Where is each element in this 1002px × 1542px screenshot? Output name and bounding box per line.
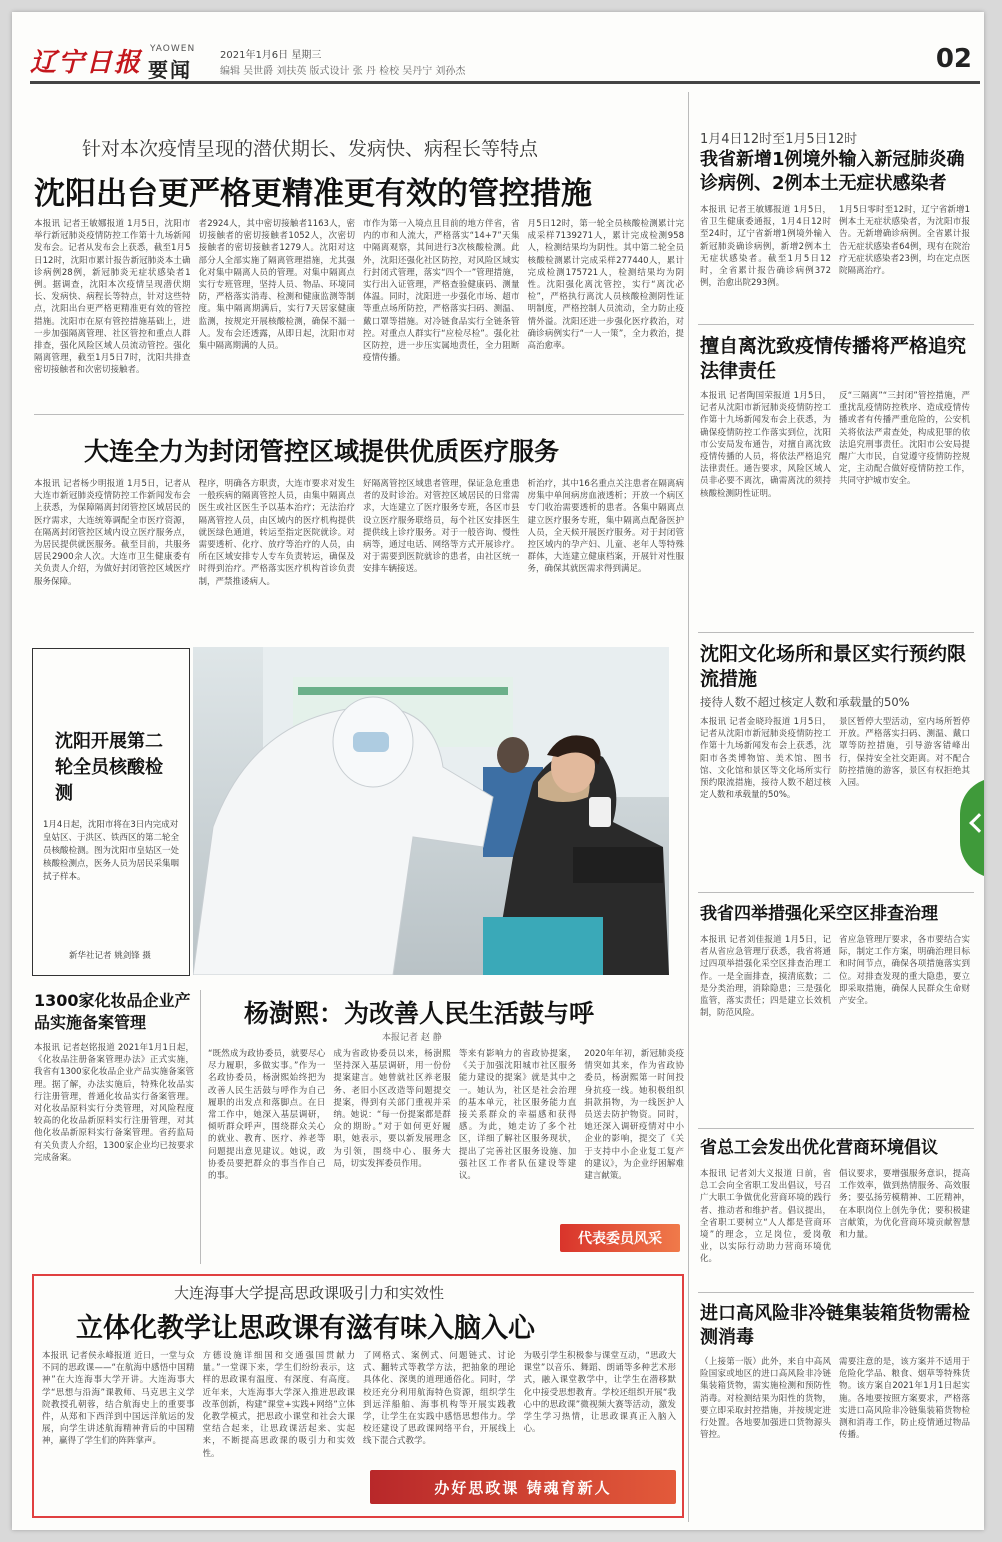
- text-column: 景区暂停大型活动，室内场所暂停开放。严格落实扫码、测温、戴口罩等防控措施，引导游客错峰出行，保持安全社交距离。对不配合防控措施的游客，景区有权拒绝其入园。: [839, 717, 970, 789]
- ideological-course-banner: 办好思政课 铸魂育新人: [370, 1470, 676, 1504]
- r3-body: [700, 716, 970, 886]
- text-column: 好隔离管控区域患者管理，保证急危重患者的及时诊治。对管控区域居民的日常需求，大连建立了医疗服务专班，各区市县设立医疗服务联络员，每个社区安排医生提供线上诊疗服务。对于一般咨询、慢性病等，通过电话、网络等方式开展诊疗。对于需要到医院就诊的患者，由社区统一安排车辆接送。: [363, 479, 520, 575]
- text-column: 等来有影响力的省政协提案，《关于加强沈阳城市社区服务能力建设的提案》就是其中之一。她认为，社区是社会治理的基本单元，社区服务能力直接关系群众的幸福感和获得感。为此，她走访了多个社区，详细了解社区服务现状，提出了完善社区服务设施、加强社区工作者队伍建设等建议。: [458, 1049, 577, 1182]
- r3-subtitle: 接待人数不超过核定人数和承载量的50%: [700, 695, 910, 709]
- r1-body: [700, 204, 970, 316]
- text-column: 本报讯 记者陶国荣报道 1月5日，记者从沈阳市新冠肺炎疫情防控工作第十九场新闻发布会上获悉，为确保疫情防控工作落实到位，沈阳市公安局发布通告，对擅自离沈致疫情传播的人员，将依法严格追究法律责任。通告要求，风险区域人员非必要不离沈，确需离沈的须持核酸检测阴性证明。: [700, 391, 831, 499]
- newspaper-page: [12, 12, 984, 1530]
- staff-line: 编辑 吴世爵 刘扶英 版式设计 张 丹 检校 吴丹宁 刘孙杰: [220, 66, 466, 77]
- text-column: 方德设施详细国和交通强国贯献力量。”一堂课下来，学生们纷纷表示，这样的思政课有温度、有深度、有高度。近年来，大连海事大学深入推进思政课改革创新，构建“课堂+实践+网络”立体化教学模式，把思政小课堂和社会大课堂结合起来，让思政课活起来、实起来，不断提高思政课的吸引力和实效性。: [202, 1351, 355, 1459]
- highlight-story-kicker: 大连海事大学提高思政课吸引力和实效性: [174, 1284, 445, 1302]
- text-column: 2020年年初，新冠肺炎疫情突如其来，作为省政协委员，杨澍熙第一时间投身抗疫一线。她积极组织捐款捐物，为一线医护人员送去防护物资。同时，她还深入调研疫情对中小企业的影响，提交了《关于支持中小企业复工复产的建议》，为企业纾困解难建言献策。: [584, 1049, 685, 1182]
- text-column: 本报讯 记者侯永峰报道 近日，一堂与众不同的思政课——“在航海中感悟中国精神”在大连海事大学开讲。大连海事大学“思想与沿海”课教师、马克思主义学院教授孔朝蓉，结合航海史上的重要事件，从郑和下西洋到中国远洋航运的发展，向学生讲述航海精神背后的中国精神，赢得了学生们的阵阵掌声。: [42, 1351, 195, 1447]
- text-column: 需要注意的是，该方案并不适用于危险化学品、粮食、烟草等特殊货物。该方案自2021年1月1日起实施。各地要按照方案要求，严格落实进口高风险非冷链集装箱货物检测和消毒工作，防止疫情通过物品传播。: [839, 1357, 970, 1441]
- column-divider: [200, 990, 201, 1264]
- photo-credit: 新华社记者 姚剑锋 摄: [69, 951, 151, 961]
- photo-caption: 1月4日起，沈阳市将在3日内完成对皇姑区、于洪区、铁西区的第二轮全员核酸检测。图为沈阳市皇姑区一处核酸检测点，医务人员为居民采集咽拭子样本。: [43, 820, 180, 882]
- masthead: [30, 38, 980, 84]
- text-column: “既然成为政协委员，就要尽心尽力履职，多做实事。”作为一名政协委员，杨澍熙始终把为改善人民生活鼓与呼作为自己履职的出发点和落脚点。在日常工作中，她深入基层调研，倾听群众呼声，围绕群众关心的就业、教育、医疗、养老等问题提出意见建议。她说，政协委员要把群众的事当作自己的事。: [208, 1049, 326, 1182]
- text-column: 程序，明确各方职责，大连市要求对发生一般疾病的隔离管控人员，由集中隔离点医生或社区医生予以基本治疗；无法治疗隔离管控人员，由区域内的医疗机构提供就医绿色通道，转运至指定医院就诊。对需要透析、化疗、放疗等治疗的人员，由所在区域安排专人专车负责转运，确保及时得到治疗。严格落实医疗机构首诊负责制，严禁推诿病人。: [198, 479, 355, 587]
- text-column: 月5日12时，第一轮全员核酸检测累计完成采样7139271人，累计完成检测958人，检测结果均为阴性。其中第二轮全员核酸检测累计完成采样277440人，累计完成检测175721人，检测结果均为阴性。沈阳强化离沈管控，实行“离沈必检”，严格执行离沈人员核酸检测阴性证明制度，严格控制人员流动，全力防止疫情外溢。沈阳还进一步强化医疗救治，对确诊病例实行“一人一策”，全力救治，提高治愈率。: [527, 219, 684, 352]
- r5-body: [700, 1168, 970, 1284]
- r2-body: [700, 390, 970, 624]
- cosmetics-story-body: [34, 1042, 194, 1264]
- newspaper-logo: 辽宁日报: [30, 48, 143, 78]
- text-column: 倡议要求，要增强服务意识，提高工作效率，做到热情服务、高效服务；要弘扬劳模精神、工匠精神，在本职岗位上创先争优；要积极建言献策，为优化营商环境贡献智慧和力量。: [839, 1169, 970, 1241]
- main-story-kicker: 针对本次疫情呈现的潜伏期长、发病快、病程长等特点: [82, 138, 539, 160]
- highlight-story-title: 立体化教学让思政课有滋有味入脑入心: [76, 1313, 535, 1344]
- text-column: 本报讯 记者刘佳报道 1月5日，记者从省应急管理厅获悉，我省将通过四项举措强化采空区排查治理工作。一是全面排查，摸清底数；二是分类治理，消除隐患；三是强化监管，落实责任；四是建立长效机制，防范风险。: [700, 935, 831, 1019]
- r6-body: [700, 1356, 970, 1516]
- r5-title: 省总工会发出优化营商环境倡议: [700, 1138, 938, 1158]
- cosmetics-story-title: 1300家化妆品企业产品实施备案管理: [34, 991, 191, 1032]
- r6-title: 进口高风险非冷链集装箱货物需检测消毒: [700, 1303, 970, 1348]
- r4-body: [700, 934, 970, 1120]
- text-column: 反“三隔离”“三封闭”管控措施，严重扰乱疫情防控秩序、造成疫情传播或者有传播严重危险的，公安机关将依法严肃查处，构成犯罪的依法追究刑事责任。沈阳市公安局提醒广大市民，自觉遵守疫情防控规定，主动配合做好疫情防控工作，共同守护城市安全。: [839, 391, 970, 487]
- text-column: 本报讯 记者刘大义报道 日前，省总工会向全省职工发出倡议，号召广大职工争做优化营商环境的践行者、推动者和维护者。倡议提出，全省职工要树立“人人都是营商环境”的理念，立足岗位，爱岗敬业，以实际行动助力营商环境优化。: [700, 1169, 831, 1265]
- text-column: 本报讯 记者赵铭报道 2021年1月1日起，《化妆品注册备案管理办法》正式实施，我省有1300家化妆品企业产品实施备案管理。据了解，办法实施后，特殊化妆品实行注册管理，普通化妆品实行备案管理。对化妆品原料实行分类管理，对风险程度较高的化妆品新原料实行注册管理，对其他化妆品新原料实行备案管理。省药监局有关负责人介绍，1300家企业均已按要求完成备案。: [34, 1043, 194, 1163]
- r1-title: 我省新增1例境外输入新冠肺炎确诊病例、2例本土无症状感染者: [700, 149, 965, 194]
- dalian-story-title: 大连全力为封闭管控区域提供优质医疗服务: [84, 437, 560, 466]
- main-story-title: 沈阳出台更严格更精准更有效的管控措施: [34, 176, 592, 212]
- page-number: 02: [935, 44, 972, 74]
- r4-title: 我省四举措强化采空区排查治理: [700, 904, 938, 924]
- text-column: 者2924人，其中密切接触者1163人，密切接触者的密切接触者1052人，次密切接触者的密切接触者1279人。沈阳对这部分人全部实施了隔离管理措施，尤其强化对集中隔离人员的管理。对集中隔离点实行专班管理，坚持人员、物品、环境同防，严格落实消毒、检测和健康监测等制度。集中隔离期满后，实行7天居家健康监测，按规定开展核酸检测，确保不漏一人。发布会还透露，从即日起，沈阳市对集中隔离期满的人员。: [198, 219, 355, 352]
- text-column: 析治疗，其中16名重点关注患者在隔离病房集中单间病房血液透析；开放一个病区专门收治需要透析的患者。各集中隔离点建立医疗服务专班，集中隔离点配备医护人员，全天候开展医疗服务。对于封闭管控区域内的孕产妇、儿童、老年人等特殊群体，大连建立健康档案，开展针对性服务，确保其就医需求得到满足。: [527, 479, 684, 575]
- text-column: 本报讯 记者杨少明报道 1月5日，记者从大连市新冠肺炎疫情防控工作新闻发布会上获悉，为保障隔离封闭管控区域居民的医疗需求，大连统筹调配全市医疗资源，在隔离封闭管控区域内设立医疗服务点，为居民提供就医服务。截至目前，共服务居民2900余人次。大连市卫生健康委有关负责人介绍，为做好封闭管控区域医疗服务保障。: [34, 479, 191, 587]
- column-divider: [688, 92, 689, 1522]
- main-story-body: [34, 218, 684, 404]
- yang-byline: 本报记者 赵 静: [382, 1033, 442, 1043]
- photo-caption-box: [32, 648, 190, 976]
- text-column: 省应急管理厅要求，各市要结合实际，制定工作方案，明确治理目标和时间节点，确保各项措施落实到位。对排查发现的重大隐患，要立即采取措施，确保人民群众生命财产安全。: [839, 935, 970, 1007]
- date-line: 2021年1月6日 星期三: [220, 50, 322, 61]
- text-column: 成为省政协委员以来，杨澍熙坚持深入基层调研，用一份份提案建言。她曾就社区养老服务、老旧小区改造等问题提交提案，得到有关部门重视并采纳。她说：“每一份提案都是群众的期盼。”对于如何更好履职，她表示，要以新发展理念为引领，围绕中心、服务大局，切实发挥委员作用。: [333, 1049, 451, 1169]
- yang-story-title: 杨澍熙：为改善人民生活鼓与呼: [244, 999, 595, 1028]
- chevron-left-icon: [969, 813, 984, 833]
- section-divider: [698, 1128, 974, 1129]
- photo-box-title: 沈阳开展第二轮全员核酸检测: [55, 731, 163, 804]
- section-divider: [34, 414, 684, 415]
- testing-scene-image: [193, 647, 669, 975]
- text-column: 为吸引学生积极参与课堂互动，“思政大课堂”以音乐、舞蹈、朗诵等多种艺术形式，融入课堂教学中，让学生在潜移默化中接受思想教育。学校还组织开展“我心中的思政课”微视频大赛等活动，激发学生学习热情，让思政课真正入脑入心。: [523, 1351, 676, 1435]
- r2-title: 擅自离沈致疫情传播将严格追究法律责任: [700, 335, 967, 382]
- text-column: 本报讯 记者王敏娜报道 1月5日，省卫生健康委通报，1月4日12时至24时，辽宁省新增1例境外输入新冠肺炎确诊病例，新增2例本土无症状感染者。截至1月5日12时，全省累计报告确诊病例372例，治愈出院293例。: [700, 205, 831, 289]
- text-column: （上接第一版）此外，来自中高风险国家或地区的进口高风险非冷链集装箱货物，需实施检测和预防性消毒。对检测结果为阳性的货物，要立即采取封控措施，并按规定进行处置。各地要加强进口货物源头管控。: [700, 1357, 831, 1441]
- text-column: 1月5日零时至12时，辽宁省新增1例本土无症状感染者，为沈阳市报告。无新增确诊病例。全省累计报告无症状感染者64例，现有在院治疗无症状感染者23例，均在定点医院隔离治疗。: [839, 205, 970, 277]
- dalian-story-body: [34, 478, 684, 634]
- section-divider: [698, 324, 974, 325]
- text-column: 市作为第一入境点且目前的地方伴省，省内的市和人流大，严格落实“14+7”天集中隔离观察，其间进行3次核酸检测。此外，沈阳还强化社区防控，对风险区域实行封闭式管理，落实“四个一”管理措施，实行出入证管理，严格查验健康码、测量体温。同时，沈阳进一步强化市场、超市等重点场所防控，严格落实扫码、测温、戴口罩等措施。对冷链食品实行全链条管控。对重点人群实行“应检尽检”。强化社区防控，进一步压实属地责任，全力阻断疫情传播。: [363, 219, 520, 364]
- text-column: 本报讯 记者王敏娜报道 1月5日，沈阳市举行新冠肺炎疫情防控工作第十九场新闻发布会。记者从发布会上获悉，截至1月5日12时，沈阳市累计报告新冠肺炎本土确诊病例28例，新冠肺炎无症状感染者1例。据调查，沈阳本次疫情呈现潜伏期长、发病快、病程长等特点，针对这些特点，沈阳出台更严格更精准更有效的管控措施。沈阳市在原有管控措施基础上，进一步加强隔离管理、社区管控和重点人群排查，强化风险区域人员流动管控。强化隔离管理，截至1月5日7时，沈阳共排查密切接触者和次密切接触者。: [34, 219, 191, 376]
- section-divider: [698, 892, 974, 893]
- news-photo: [193, 647, 669, 975]
- section-english: YAOWEN: [150, 44, 196, 54]
- text-column: 本报讯 记者金晓玲报道 1月5日，记者从沈阳市新冠肺炎疫情防控工作第十九场新闻发布会上获悉，沈阳市各类博物馆、美术馆、图书馆、文化馆和景区等文化场所实行预约限流措施，接待人数不超过核定人数和承载量的50%。: [700, 717, 831, 801]
- text-column: 了网格式、案例式、问题链式、讨论式、翻转式等教学方法，把抽象的理论具体化、深奥的道理通俗化。同时，学校还充分利用航海特色资源，组织学生到远洋船舶、海事机构等开展实践教学，让学生在实践中感悟思想伟力。学校还建设了思政课网络平台，开展线上线下混合式教学。: [363, 1351, 516, 1447]
- section-title: 要闻: [148, 58, 192, 82]
- r3-title: 沈阳文化场所和景区实行预约限流措施: [700, 643, 967, 690]
- section-divider: [698, 1292, 974, 1293]
- section-divider: [698, 632, 974, 633]
- r1-time: 1月4日12时至1月5日12时: [700, 132, 858, 147]
- representative-banner: 代表委员风采: [560, 1224, 680, 1252]
